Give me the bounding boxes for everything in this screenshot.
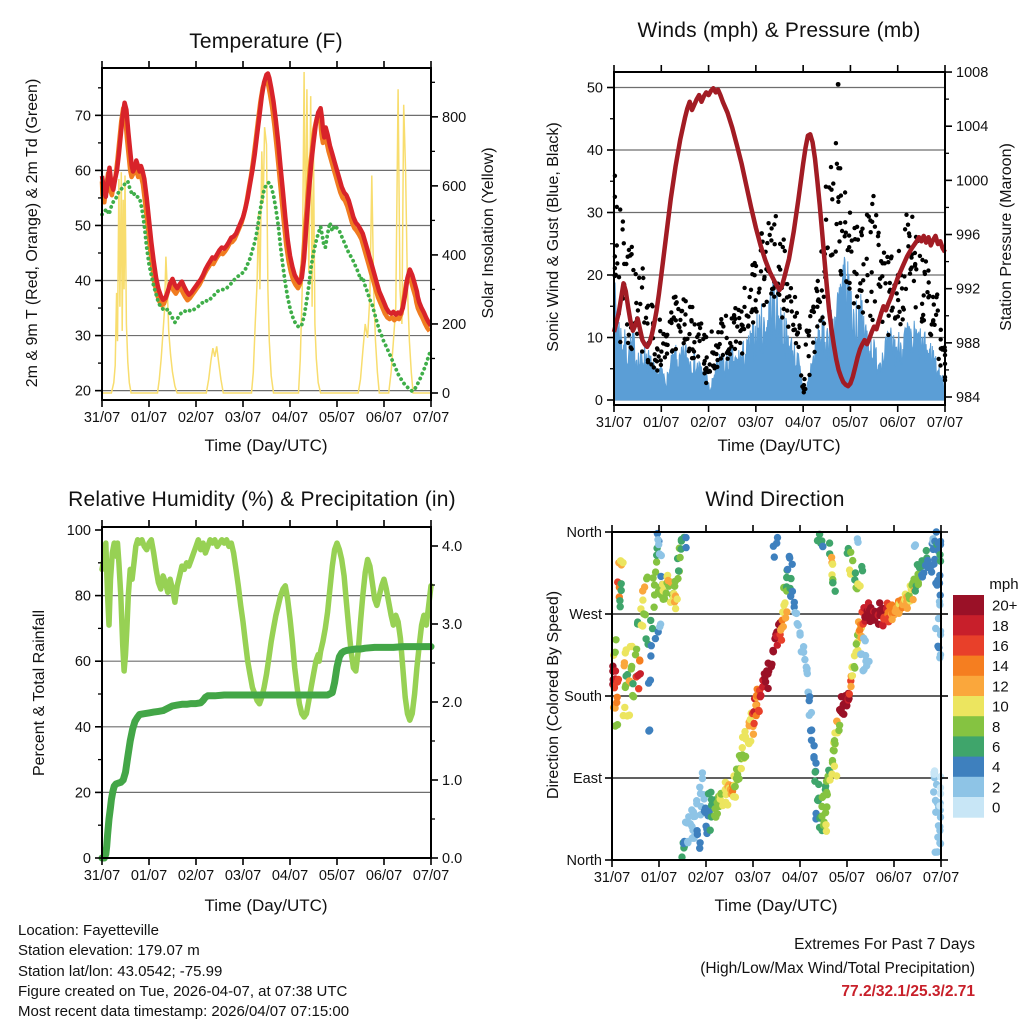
svg-text:South: South xyxy=(564,689,602,705)
svg-text:07/07: 07/07 xyxy=(926,415,964,431)
svg-text:40: 40 xyxy=(586,143,603,159)
svg-text:600: 600 xyxy=(442,178,467,195)
temperature-ylabel-right: Solar Insolation (Yellow) xyxy=(480,147,497,319)
svg-text:02/07: 02/07 xyxy=(687,870,725,886)
svg-text:30: 30 xyxy=(74,328,91,345)
winds-xlabel: Time (Day/UTC) xyxy=(717,436,841,455)
svg-text:0: 0 xyxy=(992,799,1001,817)
svg-text:North: North xyxy=(566,525,602,541)
winds-ylabel-right: Station Pressure (Maroon) xyxy=(998,143,1015,331)
svg-text:20: 20 xyxy=(74,785,91,802)
humidity-precip-title: Relative Humidity (%) & Precipitation (in) xyxy=(68,488,456,511)
humidity-precip-panel xyxy=(67,520,462,884)
extremes-block xyxy=(575,933,975,1004)
svg-text:North: North xyxy=(566,853,602,869)
svg-text:40: 40 xyxy=(74,273,91,290)
svg-text:06/07: 06/07 xyxy=(365,868,403,884)
svg-text:06/07: 06/07 xyxy=(879,415,916,431)
svg-text:2: 2 xyxy=(992,779,1001,797)
humidity-ylabel-left: Percent & Total Rainfall xyxy=(31,610,48,777)
svg-text:04/07: 04/07 xyxy=(271,410,309,426)
svg-text:02/07: 02/07 xyxy=(177,868,215,884)
svg-text:16: 16 xyxy=(992,638,1009,655)
svg-text:31/07: 31/07 xyxy=(595,415,633,431)
svg-text:4.0: 4.0 xyxy=(442,539,463,555)
svg-text:04/07: 04/07 xyxy=(784,415,822,431)
speed-colorbar xyxy=(953,595,1018,818)
svg-text:988: 988 xyxy=(956,335,981,352)
svg-text:18: 18 xyxy=(992,617,1009,635)
direction-scatter xyxy=(609,528,944,861)
svg-text:04/07: 04/07 xyxy=(271,868,309,884)
temperature-panel xyxy=(75,61,466,426)
svg-text:03/07: 03/07 xyxy=(734,870,772,886)
svg-text:02/07: 02/07 xyxy=(177,410,215,426)
svg-text:01/07: 01/07 xyxy=(643,415,680,431)
svg-text:70: 70 xyxy=(74,108,91,125)
direction-ylabel-left: Direction (Colored By Speed) xyxy=(545,590,562,800)
svg-text:07/07: 07/07 xyxy=(412,410,450,426)
station-latlon: Station lat/lon: 43.0542; -75.99 xyxy=(18,962,223,980)
svg-text:06/07: 06/07 xyxy=(365,410,403,426)
temperature-title: Temperature (F) xyxy=(189,30,343,53)
svg-text:31/07: 31/07 xyxy=(83,868,121,884)
svg-text:2.0: 2.0 xyxy=(442,695,463,711)
wind-direction-panel xyxy=(564,525,959,886)
svg-text:200: 200 xyxy=(442,316,467,333)
svg-text:31/07: 31/07 xyxy=(83,410,121,426)
svg-text:60: 60 xyxy=(74,654,91,671)
temperature-xlabel: Time (Day/UTC) xyxy=(204,436,328,455)
direction-xlabel: Time (Day/UTC) xyxy=(714,896,838,915)
svg-text:06/07: 06/07 xyxy=(875,870,913,886)
svg-text:03/07: 03/07 xyxy=(224,868,262,884)
extremes-subtitle: (High/Low/Max Wind/Total Precipitation) xyxy=(700,959,975,977)
svg-text:05/07: 05/07 xyxy=(318,868,356,884)
svg-text:East: East xyxy=(572,771,602,787)
svg-text:1004: 1004 xyxy=(956,119,989,136)
svg-text:100: 100 xyxy=(66,523,91,539)
svg-text:1000: 1000 xyxy=(956,173,989,190)
svg-text:50: 50 xyxy=(74,218,91,235)
svg-text:20+: 20+ xyxy=(992,597,1018,615)
winds-pressure-panel xyxy=(587,65,988,431)
svg-text:80: 80 xyxy=(74,588,91,605)
svg-text:01/07: 01/07 xyxy=(130,410,168,426)
data-timestamp: Most recent data timestamp: 2026/04/07 07:15:00 xyxy=(18,1003,350,1021)
svg-text:05/07: 05/07 xyxy=(828,870,866,886)
svg-text:1.0: 1.0 xyxy=(442,773,463,789)
svg-text:1008: 1008 xyxy=(956,65,989,82)
svg-text:31/07: 31/07 xyxy=(593,870,631,886)
extremes-values: 77.2/32.1/25.3/2.71 xyxy=(841,983,975,1000)
svg-text:West: West xyxy=(569,607,602,623)
colorbar-label: mph xyxy=(989,576,1019,593)
svg-text:984: 984 xyxy=(956,390,981,406)
figure-created: Figure created on Tue, 2026-04-07, at 07:38 UTC xyxy=(18,982,348,1000)
svg-text:07/07: 07/07 xyxy=(412,868,450,884)
temperature-ylabel-left: 2m & 9m T (Red, Orange) & 2m Td (Green) xyxy=(24,78,41,388)
station-info xyxy=(18,921,349,1022)
svg-text:8: 8 xyxy=(992,718,1001,736)
winds-pressure-title: Winds (mph) & Pressure (mb) xyxy=(637,19,921,42)
winds-ylabel-left: Sonic Wind & Gust (Blue, Black) xyxy=(545,122,562,352)
svg-text:03/07: 03/07 xyxy=(224,410,262,426)
svg-text:05/07: 05/07 xyxy=(832,415,869,431)
svg-text:992: 992 xyxy=(956,281,981,298)
station-location: Location: Fayetteville xyxy=(18,922,159,939)
svg-text:6: 6 xyxy=(992,739,1001,756)
extremes-title: Extremes For Past 7 Days xyxy=(794,936,975,953)
humidity-xlabel: Time (Day/UTC) xyxy=(204,896,328,915)
svg-text:60: 60 xyxy=(74,163,91,180)
svg-text:0: 0 xyxy=(594,393,603,409)
svg-text:0: 0 xyxy=(442,386,451,402)
svg-text:400: 400 xyxy=(442,247,467,264)
station-elevation: Station elevation: 179.07 m xyxy=(18,942,200,960)
svg-text:01/07: 01/07 xyxy=(130,868,168,884)
svg-text:01/07: 01/07 xyxy=(640,870,678,886)
svg-text:10: 10 xyxy=(992,698,1009,716)
svg-text:02/07: 02/07 xyxy=(690,415,727,431)
svg-text:05/07: 05/07 xyxy=(318,410,356,426)
svg-text:30: 30 xyxy=(586,205,603,222)
svg-text:03/07: 03/07 xyxy=(737,415,775,431)
svg-text:04/07: 04/07 xyxy=(781,870,819,886)
wind-direction-title: Wind Direction xyxy=(705,488,845,511)
svg-text:20: 20 xyxy=(74,383,91,400)
svg-text:20: 20 xyxy=(586,268,603,284)
svg-text:07/07: 07/07 xyxy=(922,870,960,886)
svg-text:0: 0 xyxy=(82,851,91,867)
svg-text:50: 50 xyxy=(586,80,603,97)
svg-text:0.0: 0.0 xyxy=(442,851,463,867)
svg-text:10: 10 xyxy=(586,330,603,347)
svg-text:14: 14 xyxy=(992,658,1009,676)
svg-text:12: 12 xyxy=(992,678,1009,696)
svg-text:40: 40 xyxy=(74,719,91,736)
svg-text:4: 4 xyxy=(992,759,1001,777)
svg-text:996: 996 xyxy=(956,227,981,244)
svg-text:800: 800 xyxy=(442,109,467,126)
svg-text:3.0: 3.0 xyxy=(442,617,463,633)
